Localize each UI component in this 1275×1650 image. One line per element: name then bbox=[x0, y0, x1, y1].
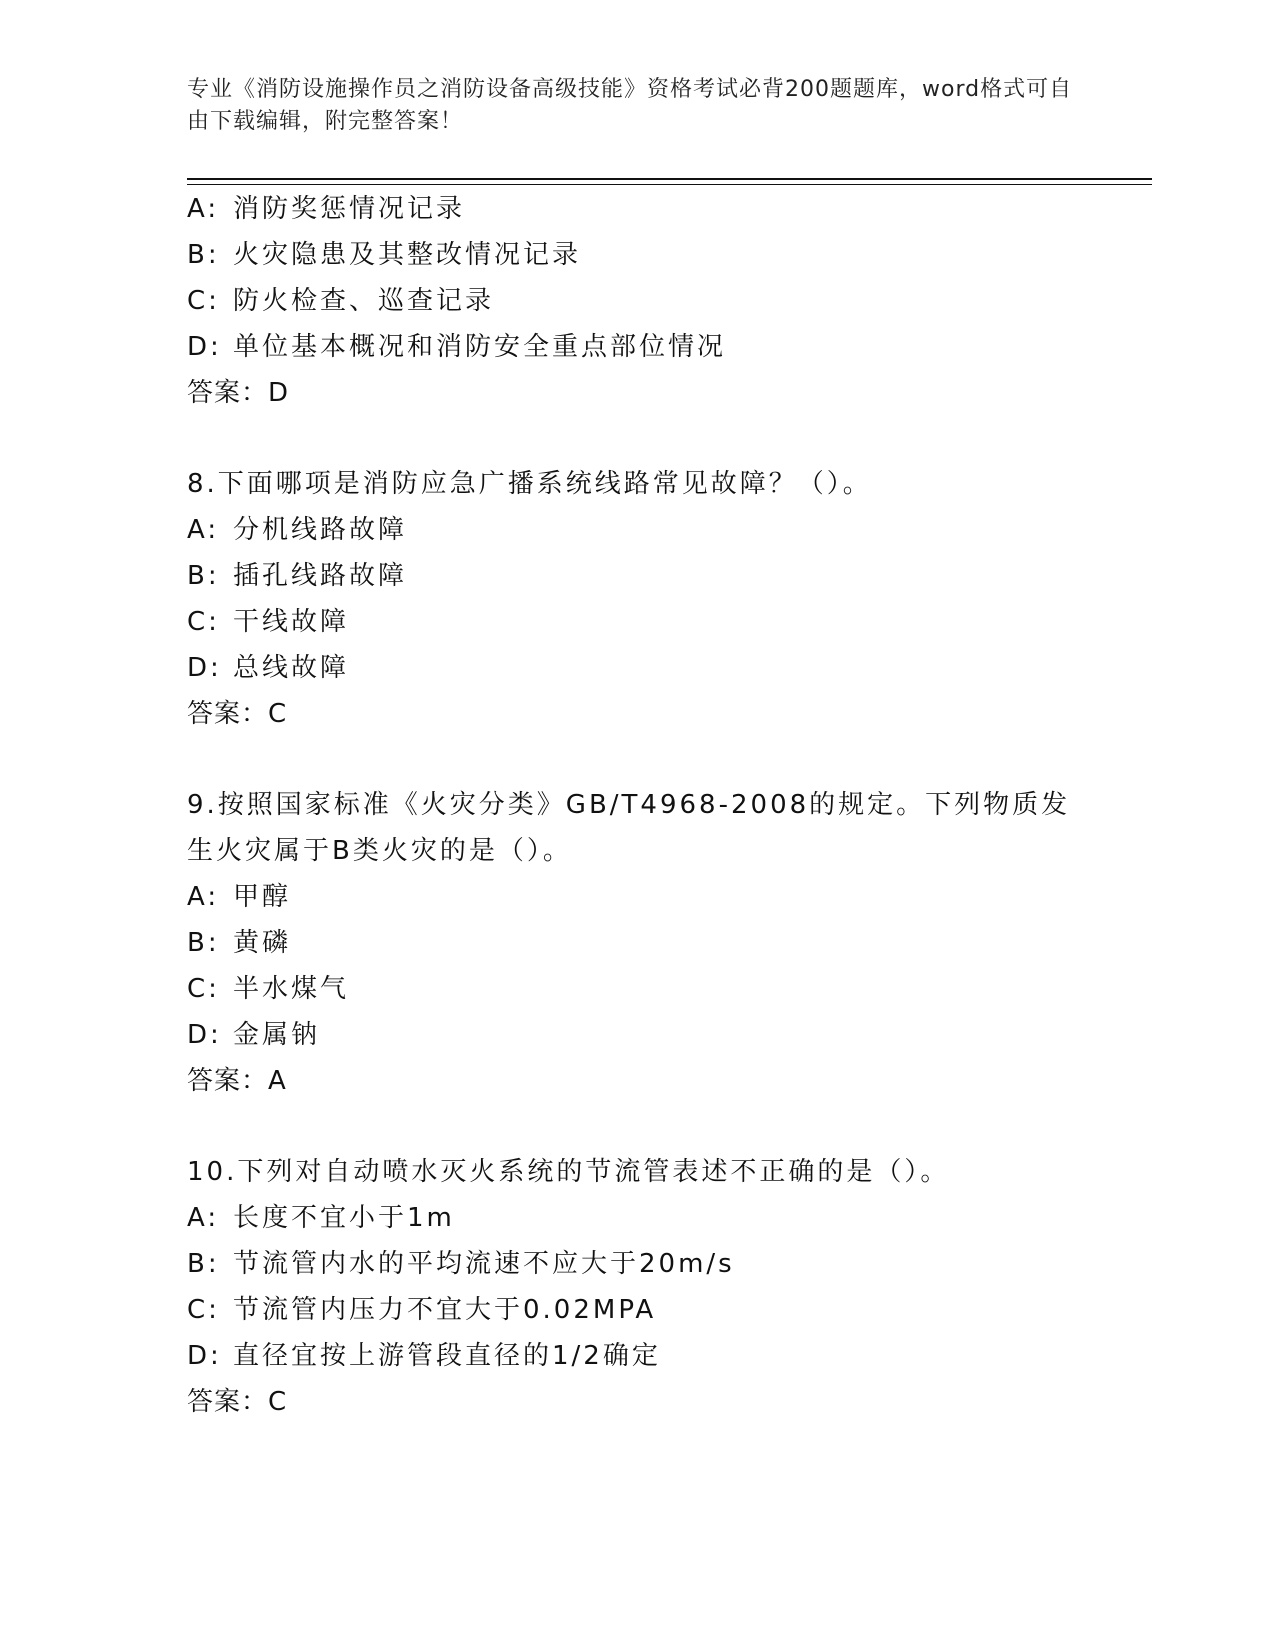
option-d bbox=[187, 1333, 1087, 1379]
option-b bbox=[187, 232, 1087, 278]
option-text: 长度不宜小于1m bbox=[233, 1203, 455, 1233]
option-letter: D: bbox=[187, 1020, 222, 1050]
option-letter: A: bbox=[187, 515, 220, 545]
option-c bbox=[187, 278, 1087, 324]
option-text: 消防奖惩情况记录 bbox=[233, 194, 466, 224]
option-text: 干线故障 bbox=[233, 607, 350, 637]
header-divider-thin bbox=[187, 184, 1152, 185]
question-block-8 bbox=[187, 461, 1087, 737]
option-letter: B: bbox=[187, 928, 220, 958]
option-letter: B: bbox=[187, 1249, 220, 1279]
question-text: 9.按照国家标准《火灾分类》GB/T4968-2008的规定。下列物质发生火灾属于B类火灾的是（）。 bbox=[187, 790, 1071, 866]
option-letter: C: bbox=[187, 286, 220, 316]
question-text: 8.下面哪项是消防应急广播系统线路常见故障？（）。 bbox=[187, 469, 872, 499]
option-text: 火灾隐患及其整改情况记录 bbox=[233, 240, 582, 270]
option-letter: A: bbox=[187, 882, 220, 912]
question-text: 10.下列对自动喷水灭火系统的节流管表述不正确的是（）。 bbox=[187, 1157, 950, 1187]
answer-line: 答案：C bbox=[187, 699, 288, 729]
answer-line: 答案：C bbox=[187, 1387, 288, 1417]
option-b bbox=[187, 1241, 1087, 1287]
option-text: 节流管内压力不宜大于0.02MPA bbox=[233, 1295, 657, 1325]
option-letter: B: bbox=[187, 561, 220, 591]
question-list bbox=[187, 186, 1087, 1425]
option-letter: C: bbox=[187, 1295, 220, 1325]
option-a bbox=[187, 874, 1087, 920]
question-block-10 bbox=[187, 1149, 1087, 1425]
option-letter: A: bbox=[187, 194, 220, 224]
option-letter: D: bbox=[187, 653, 222, 683]
option-text: 直径宜按上游管段直径的1/2确定 bbox=[233, 1341, 661, 1371]
option-d bbox=[187, 324, 1087, 370]
option-d bbox=[187, 1012, 1087, 1058]
option-text: 黄磷 bbox=[233, 928, 292, 958]
option-text: 单位基本概况和消防安全重点部位情况 bbox=[233, 332, 727, 362]
option-text: 总线故障 bbox=[233, 653, 350, 683]
option-text: 金属钠 bbox=[233, 1020, 321, 1050]
option-b bbox=[187, 920, 1087, 966]
answer-line: 答案：A bbox=[187, 1066, 287, 1096]
question-block-7 bbox=[187, 186, 1087, 416]
option-c bbox=[187, 966, 1087, 1012]
option-text: 插孔线路故障 bbox=[233, 561, 408, 591]
option-text: 半水煤气 bbox=[233, 974, 350, 1004]
option-a bbox=[187, 186, 1087, 232]
option-letter: A: bbox=[187, 1203, 220, 1233]
option-a bbox=[187, 1195, 1087, 1241]
option-b bbox=[187, 553, 1087, 599]
option-text: 防火检查、巡查记录 bbox=[233, 286, 495, 316]
answer-line: 答案：D bbox=[187, 378, 290, 408]
option-text: 分机线路故障 bbox=[233, 515, 408, 545]
option-c bbox=[187, 1287, 1087, 1333]
document-header: 专业《消防设施操作员之消防设备高级技能》资格考试必背200题题库，word格式可自由下载编辑，附完整答案！ bbox=[187, 77, 1073, 134]
header-divider-thick bbox=[187, 178, 1152, 180]
option-c bbox=[187, 599, 1087, 645]
option-d bbox=[187, 645, 1087, 691]
option-letter: C: bbox=[187, 974, 220, 1004]
option-letter: D: bbox=[187, 332, 222, 362]
option-letter: C: bbox=[187, 607, 220, 637]
question-block-9 bbox=[187, 782, 1087, 1104]
option-text: 甲醇 bbox=[233, 882, 292, 912]
option-a bbox=[187, 507, 1087, 553]
option-text: 节流管内水的平均流速不应大于20m/s bbox=[233, 1249, 735, 1279]
option-letter: B: bbox=[187, 240, 220, 270]
option-letter: D: bbox=[187, 1341, 222, 1371]
